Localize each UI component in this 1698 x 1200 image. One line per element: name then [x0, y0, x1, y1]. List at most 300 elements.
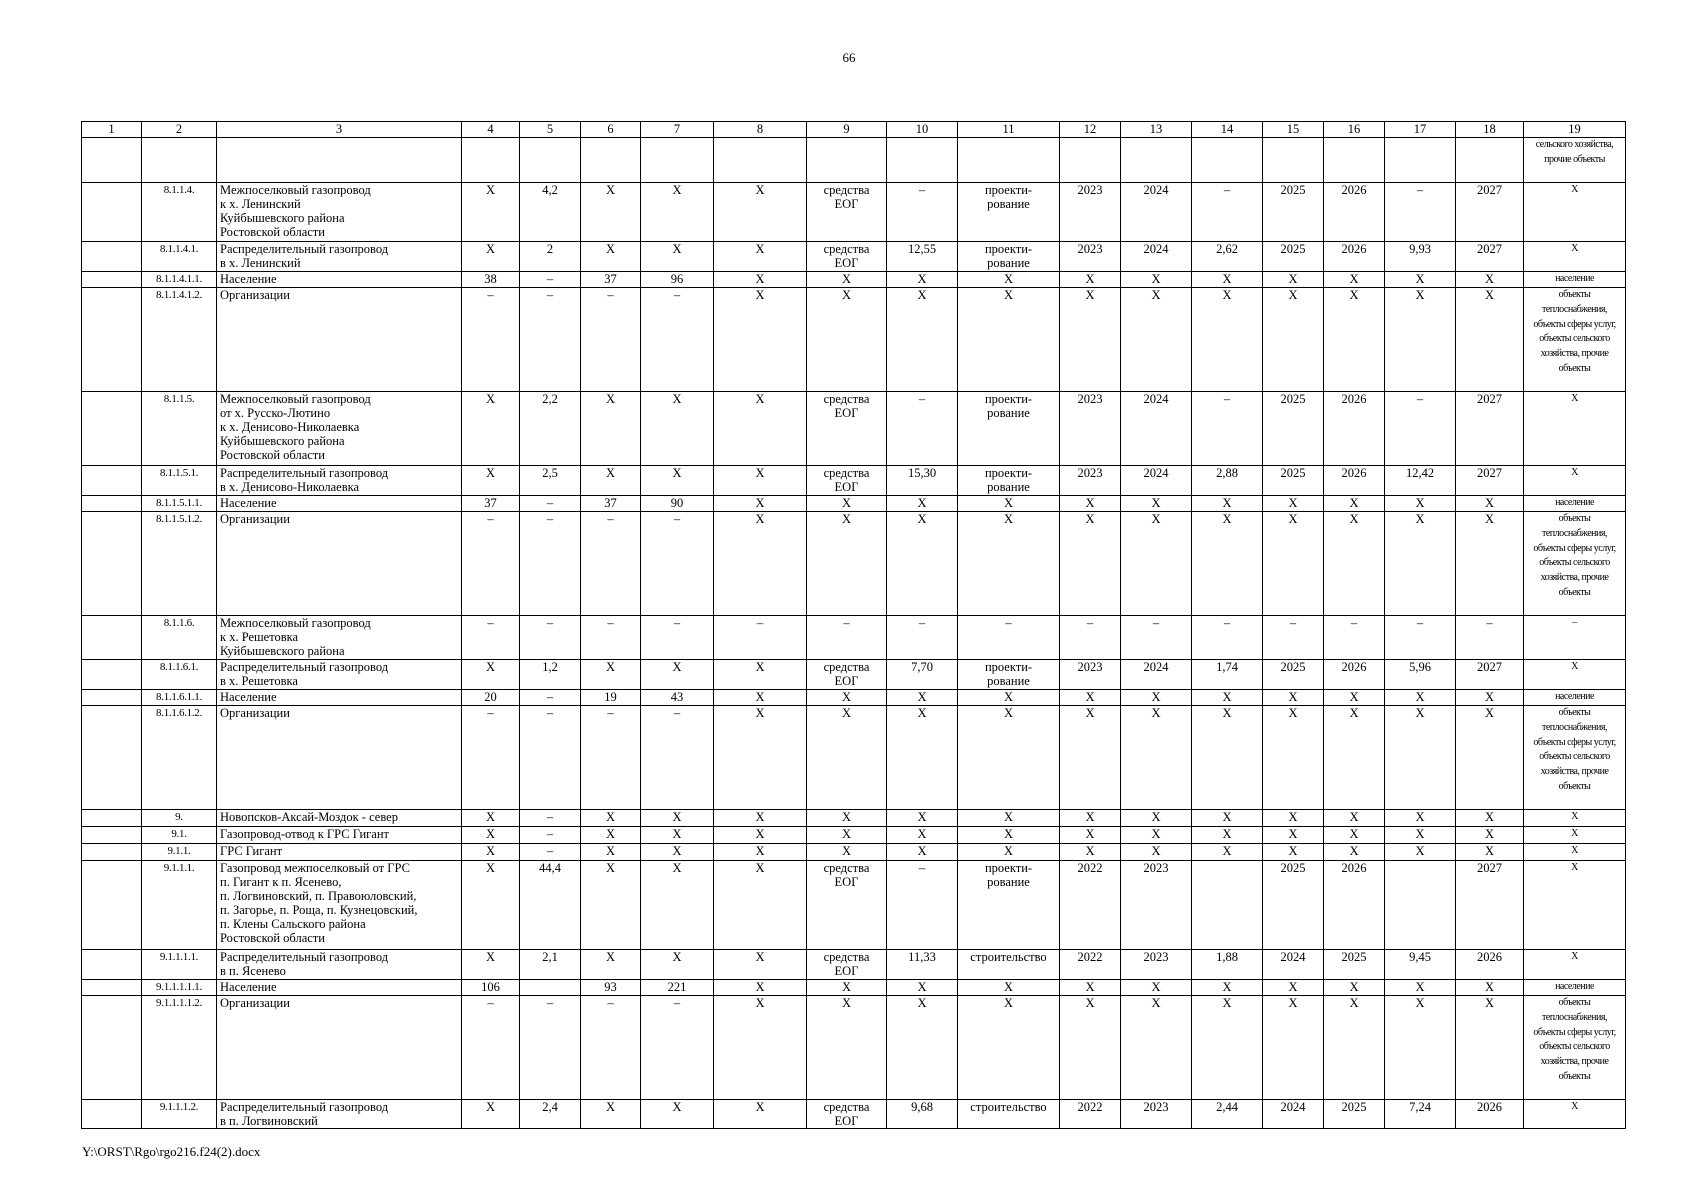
- table-row: [82, 861, 1626, 950]
- item-name-cell: Газопровод межпоселковый от ГРС п. Гигант к п. Ясенево, п. Логвиновский, п. Правоюловский, п. Загорье, п. Роща, п. Кузнецовский, п. Клены Сальского района Ростовской области: [217, 861, 462, 950]
- note-cell: объекты теплоснабжения, объекты сферы услуг, объекты сельского хозяйства, прочие объекты: [1524, 288, 1626, 392]
- header-row: [82, 122, 1626, 138]
- value-cell: [520, 138, 581, 183]
- section-cell: [82, 980, 142, 996]
- column-header: 17: [1385, 122, 1456, 138]
- value-cell: –: [581, 996, 641, 1100]
- value-cell: –: [1121, 616, 1192, 660]
- value-cell: X: [1121, 496, 1192, 512]
- value-cell: X: [462, 950, 520, 980]
- value-cell: 2023: [1060, 242, 1121, 272]
- table-row: [82, 288, 1626, 392]
- section-cell: [82, 272, 142, 288]
- item-code-cell: 9.1.1.: [142, 844, 217, 861]
- value-cell: средства ЕОГ: [807, 861, 887, 950]
- value-cell: 96: [641, 272, 714, 288]
- value-cell: X: [714, 950, 807, 980]
- value-cell: X: [1456, 980, 1524, 996]
- value-cell: X: [641, 1100, 714, 1129]
- value-cell: X: [714, 844, 807, 861]
- value-cell: X: [958, 810, 1060, 827]
- column-header: 19: [1524, 122, 1626, 138]
- table-row: [82, 242, 1626, 272]
- value-cell: –: [1324, 616, 1385, 660]
- value-cell: 37: [462, 496, 520, 512]
- value-cell: X: [714, 242, 807, 272]
- section-cell: [82, 183, 142, 242]
- value-cell: X: [641, 861, 714, 950]
- section-cell: [82, 861, 142, 950]
- value-cell: 2023: [1060, 183, 1121, 242]
- value-cell: X: [1121, 996, 1192, 1100]
- value-cell: 2023: [1060, 466, 1121, 496]
- value-cell: 9,68: [887, 1100, 958, 1129]
- value-cell: 19: [581, 690, 641, 706]
- column-header: 18: [1456, 122, 1524, 138]
- value-cell: [887, 138, 958, 183]
- column-header: 1: [82, 122, 142, 138]
- value-cell: X: [958, 272, 1060, 288]
- value-cell: 2,88: [1192, 466, 1263, 496]
- value-cell: [1324, 138, 1385, 183]
- note-cell: X: [1524, 242, 1626, 272]
- value-cell: –: [520, 690, 581, 706]
- value-cell: –: [462, 706, 520, 810]
- value-cell: 2024: [1121, 660, 1192, 690]
- column-header: 5: [520, 122, 581, 138]
- note-cell: X: [1524, 950, 1626, 980]
- item-name-cell: Организации: [217, 288, 462, 392]
- item-code-cell: 9.: [142, 810, 217, 827]
- footer-file-path: Y:\ORST\Rgo\rgo216.f24(2).docx: [82, 1144, 261, 1159]
- value-cell: 2027: [1456, 660, 1524, 690]
- value-cell: [1263, 138, 1324, 183]
- value-cell: X: [958, 512, 1060, 616]
- item-name-cell: Распределительный газопровод в п. Логвиновский: [217, 1100, 462, 1129]
- item-name-cell: Межпоселковый газопровод к х. Решетовка Куйбышевского района: [217, 616, 462, 660]
- value-cell: X: [1060, 706, 1121, 810]
- value-cell: X: [581, 810, 641, 827]
- section-cell: [82, 660, 142, 690]
- value-cell: –: [887, 183, 958, 242]
- value-cell: 9,45: [1385, 950, 1456, 980]
- value-cell: X: [1456, 996, 1524, 1100]
- table-row: [82, 660, 1626, 690]
- value-cell: X: [1192, 706, 1263, 810]
- value-cell: 2025: [1263, 242, 1324, 272]
- value-cell: X: [958, 496, 1060, 512]
- value-cell: X: [581, 183, 641, 242]
- value-cell: 2026: [1324, 183, 1385, 242]
- value-cell: X: [1263, 980, 1324, 996]
- value-cell: X: [1324, 272, 1385, 288]
- section-cell: [82, 810, 142, 827]
- value-cell: проекти- рование: [958, 392, 1060, 466]
- value-cell: 2027: [1456, 392, 1524, 466]
- value-cell: –: [520, 810, 581, 827]
- value-cell: X: [714, 996, 807, 1100]
- table-row: [82, 996, 1626, 1100]
- value-cell: [714, 138, 807, 183]
- value-cell: –: [1385, 616, 1456, 660]
- value-cell: X: [1121, 844, 1192, 861]
- note-cell: население: [1524, 690, 1626, 706]
- value-cell: проекти- рование: [958, 242, 1060, 272]
- value-cell: X: [1192, 827, 1263, 844]
- value-cell: –: [641, 996, 714, 1100]
- value-cell: 7,70: [887, 660, 958, 690]
- value-cell: 1,74: [1192, 660, 1263, 690]
- value-cell: –: [520, 512, 581, 616]
- value-cell: X: [1192, 496, 1263, 512]
- value-cell: [958, 138, 1060, 183]
- value-cell: X: [1385, 980, 1456, 996]
- item-code-cell: 9.1.1.1.2.: [142, 1100, 217, 1129]
- table-row: [82, 706, 1626, 810]
- column-header: 3: [217, 122, 462, 138]
- value-cell: X: [641, 183, 714, 242]
- item-code-cell: 8.1.1.4.: [142, 183, 217, 242]
- note-cell: X: [1524, 861, 1626, 950]
- value-cell: X: [462, 844, 520, 861]
- value-cell: 2027: [1456, 183, 1524, 242]
- value-cell: X: [1385, 706, 1456, 810]
- note-cell: X: [1524, 183, 1626, 242]
- value-cell: X: [1263, 827, 1324, 844]
- item-code-cell: 8.1.1.6.: [142, 616, 217, 660]
- value-cell: X: [714, 660, 807, 690]
- value-cell: X: [1060, 844, 1121, 861]
- value-cell: –: [520, 996, 581, 1100]
- note-cell: население: [1524, 272, 1626, 288]
- value-cell: 2025: [1263, 660, 1324, 690]
- value-cell: X: [1456, 496, 1524, 512]
- value-cell: –: [807, 616, 887, 660]
- value-cell: X: [887, 827, 958, 844]
- note-cell: X: [1524, 827, 1626, 844]
- value-cell: 9,93: [1385, 242, 1456, 272]
- value-cell: X: [1121, 980, 1192, 996]
- value-cell: 2,4: [520, 1100, 581, 1129]
- column-header: 13: [1121, 122, 1192, 138]
- value-cell: строительство: [958, 1100, 1060, 1129]
- section-cell: [82, 512, 142, 616]
- value-cell: X: [581, 827, 641, 844]
- value-cell: –: [462, 996, 520, 1100]
- section-cell: [82, 496, 142, 512]
- item-code-cell: 8.1.1.5.1.1.: [142, 496, 217, 512]
- value-cell: 2024: [1263, 1100, 1324, 1129]
- note-cell: объекты теплоснабжения, объекты сферы услуг, объекты сельского хозяйства, прочие объекты: [1524, 512, 1626, 616]
- value-cell: –: [581, 706, 641, 810]
- value-cell: X: [1385, 288, 1456, 392]
- value-cell: X: [807, 996, 887, 1100]
- value-cell: X: [807, 512, 887, 616]
- value-cell: [581, 138, 641, 183]
- item-name-cell: Население: [217, 496, 462, 512]
- value-cell: 2025: [1324, 950, 1385, 980]
- value-cell: X: [1456, 827, 1524, 844]
- value-cell: проекти- рование: [958, 660, 1060, 690]
- value-cell: X: [1324, 996, 1385, 1100]
- value-cell: 2,2: [520, 392, 581, 466]
- value-cell: –: [887, 861, 958, 950]
- value-cell: X: [887, 844, 958, 861]
- value-cell: средства ЕОГ: [807, 242, 887, 272]
- value-cell: X: [581, 242, 641, 272]
- value-cell: [1385, 138, 1456, 183]
- value-cell: X: [958, 827, 1060, 844]
- section-cell: [82, 690, 142, 706]
- value-cell: 2025: [1263, 861, 1324, 950]
- value-cell: X: [887, 272, 958, 288]
- column-header: 15: [1263, 122, 1324, 138]
- value-cell: 1,2: [520, 660, 581, 690]
- value-cell: X: [581, 392, 641, 466]
- value-cell: X: [1263, 844, 1324, 861]
- value-cell: X: [887, 496, 958, 512]
- value-cell: 2026: [1324, 466, 1385, 496]
- item-name-cell: Организации: [217, 512, 462, 616]
- value-cell: X: [1192, 288, 1263, 392]
- value-cell: –: [1192, 616, 1263, 660]
- value-cell: X: [581, 861, 641, 950]
- value-cell: X: [1192, 272, 1263, 288]
- value-cell: 2,44: [1192, 1100, 1263, 1129]
- table-row: [82, 466, 1626, 496]
- item-code-cell: 9.1.1.1.1.1.: [142, 980, 217, 996]
- item-name-cell: Население: [217, 690, 462, 706]
- value-cell: X: [807, 288, 887, 392]
- value-cell: X: [462, 810, 520, 827]
- value-cell: X: [807, 980, 887, 996]
- value-cell: 2026: [1324, 392, 1385, 466]
- value-cell: –: [520, 827, 581, 844]
- section-cell: [82, 138, 142, 183]
- table-row: [82, 690, 1626, 706]
- value-cell: –: [1263, 616, 1324, 660]
- value-cell: X: [1456, 810, 1524, 827]
- value-cell: средства ЕОГ: [807, 392, 887, 466]
- table-row: [82, 138, 1626, 183]
- value-cell: –: [714, 616, 807, 660]
- value-cell: X: [714, 496, 807, 512]
- value-cell: –: [581, 512, 641, 616]
- value-cell: X: [641, 950, 714, 980]
- item-code-cell: 8.1.1.6.1.: [142, 660, 217, 690]
- table-row: [82, 950, 1626, 980]
- table-row: [82, 810, 1626, 827]
- value-cell: X: [958, 996, 1060, 1100]
- value-cell: X: [1324, 690, 1385, 706]
- table-row: [82, 512, 1626, 616]
- value-cell: X: [887, 512, 958, 616]
- value-cell: X: [581, 844, 641, 861]
- value-cell: X: [1192, 844, 1263, 861]
- value-cell: X: [714, 980, 807, 996]
- item-name-cell: Распределительный газопровод в п. Ясенево: [217, 950, 462, 980]
- value-cell: 2025: [1263, 392, 1324, 466]
- value-cell: X: [641, 827, 714, 844]
- value-cell: X: [1456, 706, 1524, 810]
- value-cell: средства ЕОГ: [807, 1100, 887, 1129]
- value-cell: X: [1324, 496, 1385, 512]
- value-cell: X: [1192, 980, 1263, 996]
- value-cell: X: [887, 996, 958, 1100]
- value-cell: X: [1324, 288, 1385, 392]
- value-cell: [1192, 861, 1263, 950]
- value-cell: –: [520, 844, 581, 861]
- value-cell: X: [1263, 706, 1324, 810]
- item-name-cell: Новопсков-Аксай-Моздок - север: [217, 810, 462, 827]
- note-cell: X: [1524, 392, 1626, 466]
- value-cell: X: [462, 242, 520, 272]
- section-cell: [82, 466, 142, 496]
- section-cell: [82, 288, 142, 392]
- value-cell: X: [714, 861, 807, 950]
- value-cell: 2026: [1324, 861, 1385, 950]
- value-cell: X: [462, 183, 520, 242]
- value-cell: X: [1060, 810, 1121, 827]
- value-cell: X: [807, 844, 887, 861]
- note-cell: объекты теплоснабжения, объекты сферы услуг, объекты сельского хозяйства, прочие объекты: [1524, 706, 1626, 810]
- value-cell: X: [1121, 512, 1192, 616]
- value-cell: X: [714, 706, 807, 810]
- value-cell: –: [641, 288, 714, 392]
- value-cell: 2024: [1121, 466, 1192, 496]
- value-cell: средства ЕОГ: [807, 183, 887, 242]
- value-cell: 2023: [1060, 660, 1121, 690]
- value-cell: X: [1263, 690, 1324, 706]
- value-cell: 221: [641, 980, 714, 996]
- value-cell: X: [1324, 827, 1385, 844]
- column-header: 11: [958, 122, 1060, 138]
- note-cell: X: [1524, 466, 1626, 496]
- item-code-cell: 8.1.1.4.1.1.: [142, 272, 217, 288]
- item-name-cell: Население: [217, 980, 462, 996]
- note-cell: население: [1524, 496, 1626, 512]
- item-code-cell: 8.1.1.5.1.2.: [142, 512, 217, 616]
- value-cell: 2022: [1060, 950, 1121, 980]
- value-cell: X: [714, 512, 807, 616]
- value-cell: –: [1385, 392, 1456, 466]
- value-cell: X: [1324, 810, 1385, 827]
- item-code-cell: 8.1.1.6.1.1.: [142, 690, 217, 706]
- value-cell: X: [1456, 288, 1524, 392]
- value-cell: [462, 138, 520, 183]
- value-cell: строительство: [958, 950, 1060, 980]
- value-cell: 44,4: [520, 861, 581, 950]
- value-cell: X: [887, 980, 958, 996]
- value-cell: –: [641, 512, 714, 616]
- item-code-cell: 9.1.1.1.1.: [142, 950, 217, 980]
- value-cell: проекти- рование: [958, 861, 1060, 950]
- item-code-cell: 8.1.1.4.1.: [142, 242, 217, 272]
- value-cell: 2: [520, 242, 581, 272]
- value-cell: X: [958, 706, 1060, 810]
- value-cell: 2026: [1324, 660, 1385, 690]
- value-cell: X: [1324, 844, 1385, 861]
- value-cell: X: [1263, 996, 1324, 1100]
- value-cell: 2022: [1060, 1100, 1121, 1129]
- value-cell: X: [807, 690, 887, 706]
- value-cell: 12,42: [1385, 466, 1456, 496]
- table-row: [82, 272, 1626, 288]
- section-cell: [82, 706, 142, 810]
- value-cell: X: [1263, 288, 1324, 392]
- section-cell: [82, 1100, 142, 1129]
- section-cell: [82, 242, 142, 272]
- item-name-cell: ГРС Гигант: [217, 844, 462, 861]
- value-cell: 1,88: [1192, 950, 1263, 980]
- note-cell: X: [1524, 810, 1626, 827]
- value-cell: [1121, 138, 1192, 183]
- value-cell: X: [1192, 996, 1263, 1100]
- value-cell: [641, 138, 714, 183]
- table-row: [82, 980, 1626, 996]
- column-header: 2: [142, 122, 217, 138]
- value-cell: X: [1060, 690, 1121, 706]
- value-cell: X: [887, 810, 958, 827]
- item-name-cell: Распределительный газопровод в х. Решетовка: [217, 660, 462, 690]
- value-cell: X: [1385, 996, 1456, 1100]
- value-cell: [1456, 138, 1524, 183]
- value-cell: X: [641, 844, 714, 861]
- value-cell: X: [714, 466, 807, 496]
- value-cell: –: [887, 392, 958, 466]
- value-cell: –: [641, 706, 714, 810]
- value-cell: 2027: [1456, 861, 1524, 950]
- table-row: [82, 183, 1626, 242]
- value-cell: –: [581, 616, 641, 660]
- item-name-cell: Организации: [217, 706, 462, 810]
- value-cell: X: [1121, 810, 1192, 827]
- value-cell: X: [807, 272, 887, 288]
- value-cell: X: [807, 827, 887, 844]
- section-cell: [82, 827, 142, 844]
- value-cell: X: [462, 827, 520, 844]
- value-cell: X: [1324, 706, 1385, 810]
- value-cell: X: [1385, 512, 1456, 616]
- value-cell: 38: [462, 272, 520, 288]
- value-cell: X: [958, 288, 1060, 392]
- value-cell: X: [1060, 996, 1121, 1100]
- value-cell: 106: [462, 980, 520, 996]
- column-header: 9: [807, 122, 887, 138]
- item-name-cell: Организации: [217, 996, 462, 1100]
- value-cell: X: [1121, 288, 1192, 392]
- value-cell: X: [1385, 827, 1456, 844]
- value-cell: 2027: [1456, 242, 1524, 272]
- value-cell: –: [1385, 183, 1456, 242]
- note-cell: население: [1524, 980, 1626, 996]
- value-cell: –: [462, 512, 520, 616]
- value-cell: X: [1324, 980, 1385, 996]
- value-cell: 2024: [1121, 183, 1192, 242]
- value-cell: X: [1060, 827, 1121, 844]
- value-cell: 2,1: [520, 950, 581, 980]
- value-cell: X: [807, 496, 887, 512]
- item-name-cell: Распределительный газопровод в х. Денисово-Николаевка: [217, 466, 462, 496]
- column-header: 6: [581, 122, 641, 138]
- value-cell: X: [1385, 272, 1456, 288]
- note-cell: X: [1524, 844, 1626, 861]
- value-cell: 2023: [1121, 950, 1192, 980]
- value-cell: –: [1192, 392, 1263, 466]
- item-name-cell: Газопровод-отвод к ГРС Гигант: [217, 827, 462, 844]
- table-row: [82, 827, 1626, 844]
- value-cell: X: [958, 844, 1060, 861]
